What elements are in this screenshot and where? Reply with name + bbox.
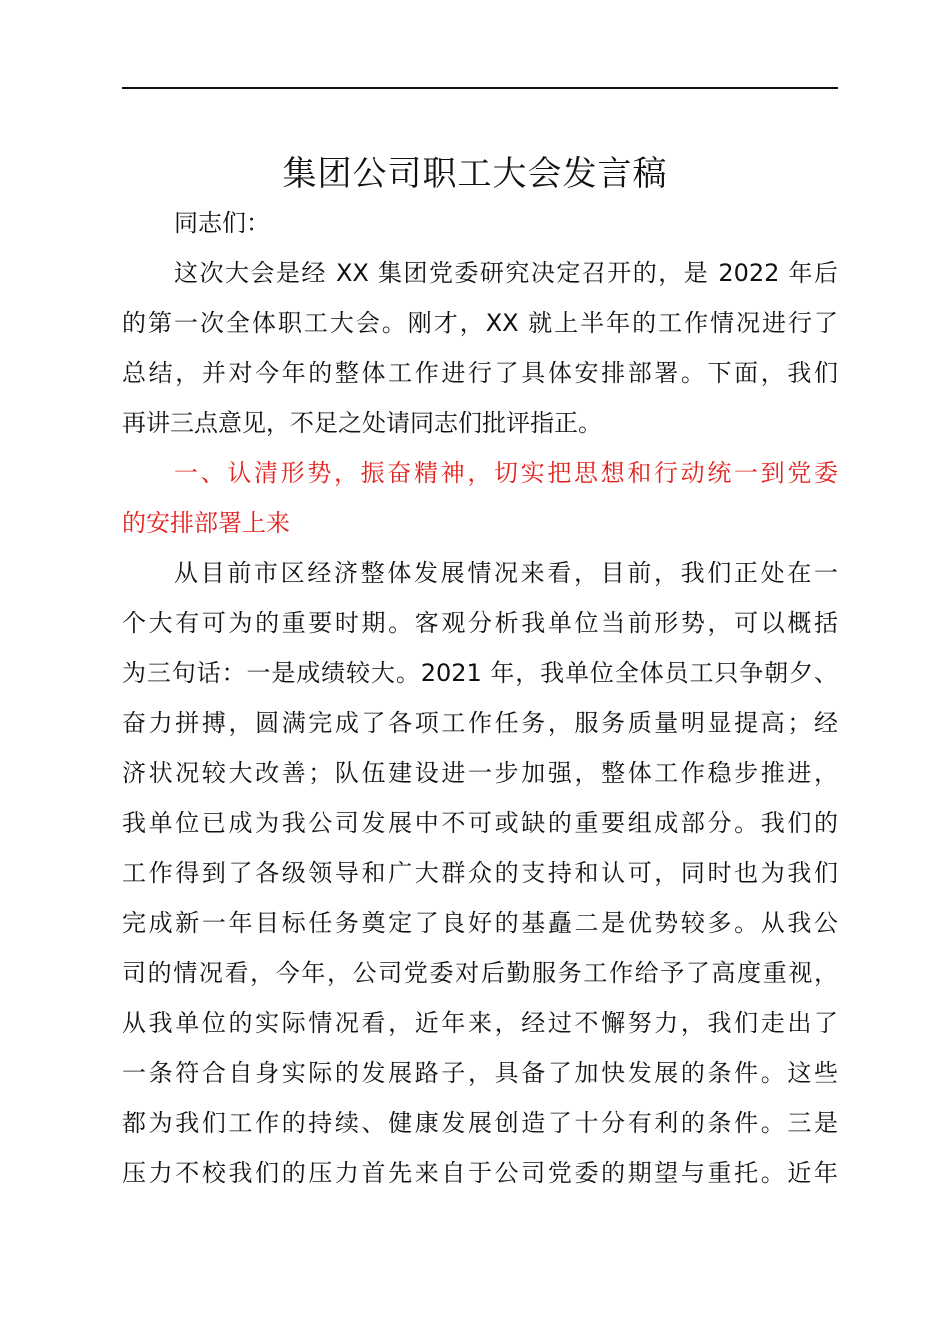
paragraph-line: 同志们： <box>174 209 270 237</box>
paragraph-line: 奋力拼搏，圆满完成了各项工作任务，服务质量明显提高；经 <box>122 709 838 737</box>
paragraph-line: 个大有可为的重要时期。客观分析我单位当前形势，可以概括 <box>122 609 838 637</box>
paragraph-line: 工作得到了各级领导和广大群众的支持和认可，同时也为我们 <box>122 859 838 887</box>
paragraph-line: 再讲三点意见，不足之处请同志们批评指正。 <box>122 409 602 437</box>
paragraph-line: 济状况较大改善；队伍建设进一步加强，整体工作稳步推进， <box>122 759 838 787</box>
section-heading-line: 一、认清形势，振奋精神，切实把思想和行动统一到党委 <box>174 459 838 487</box>
paragraph-line: 为三句话：一是成绩较大。2021 年，我单位全体员工只争朝夕、 <box>122 659 838 687</box>
document-title: 集团公司职工大会发言稿 <box>282 154 668 194</box>
paragraph-line: 这次大会是经 XX 集团党委研究决定召开的，是 2022 年后 <box>174 259 838 287</box>
paragraph-line: 压力不校我们的压力首先来自于公司党委的期望与重托。近年 <box>122 1159 838 1187</box>
paragraph-line: 司的情况看，今年，公司党委对后勤服务工作给予了高度重视， <box>122 959 838 987</box>
paragraph-line: 我单位已成为我公司发展中不可或缺的重要组成部分。我们的 <box>122 809 838 837</box>
document-body <box>122 198 838 1198</box>
paragraph-line: 都为我们工作的持续、健康发展创造了十分有利的条件。三是 <box>122 1109 838 1137</box>
paragraph-line: 的第一次全体职工大会。刚才，XX 就上半年的工作情况进行了 <box>122 309 838 337</box>
header-rule <box>122 87 838 89</box>
paragraph-line: 从我单位的实际情况看，近年来，经过不懈努力，我们走出了 <box>122 1009 838 1037</box>
paragraph-line: 从目前市区经济整体发展情况来看，目前，我们正处在一 <box>174 559 838 587</box>
section-heading-line: 的安排部署上来 <box>122 509 290 537</box>
paragraph-line: 完成新一年目标任务奠定了良好的基矗二是优势较多。从我公 <box>122 909 838 937</box>
paragraph-line: 总结，并对今年的整体工作进行了具体安排部署。下面，我们 <box>122 359 838 387</box>
paragraph-line: 一条符合自身实际的发展路子，具备了加快发展的条件。这些 <box>122 1059 838 1087</box>
